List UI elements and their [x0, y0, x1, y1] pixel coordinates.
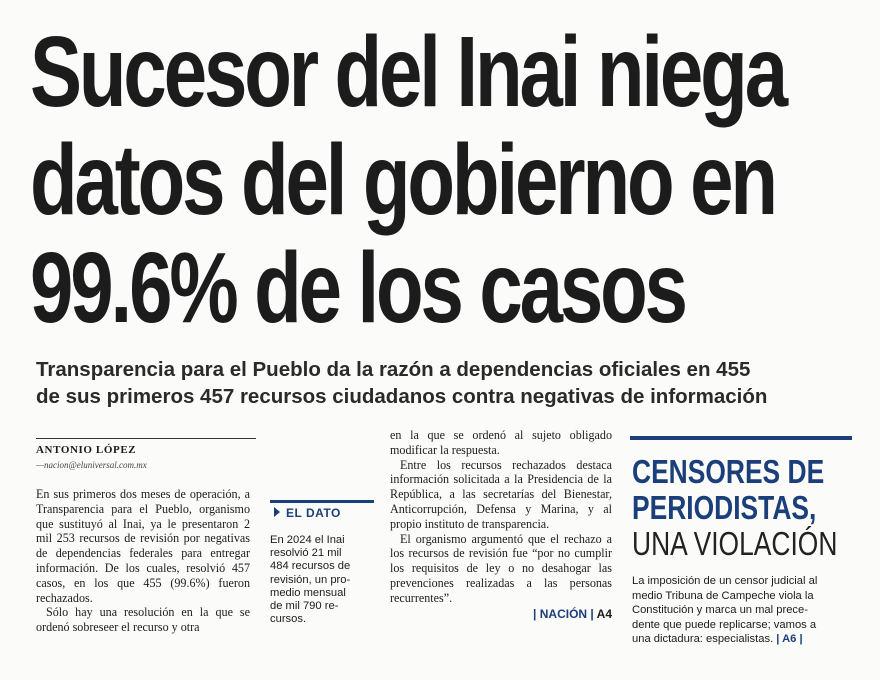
- paragraph: En sus primeros dos meses de operación, a Transparencia para el Pueblo, organismo que sustituyó al Inai, ya le presentaron 2 mil 253 recursos de revisión por negativas de dependencias federales para entregar información. De los cuales, resolvió 457 casos, en los que 455 (99.6%) fueron rechazados.: [36, 487, 250, 605]
- sidebar-line: La imposición de un censor judicial al: [632, 575, 818, 587]
- dato-line: medio mensual: [270, 586, 346, 599]
- el-dato-box: [270, 500, 374, 626]
- sidebar-line: medio Tribuna de Campeche viola la: [632, 589, 814, 602]
- headline: [30, 16, 785, 344]
- subheadline: [36, 356, 856, 410]
- headline-line: 99.6% de los casos: [30, 232, 685, 344]
- sidebar-title-line: CENSORES DE: [632, 453, 825, 490]
- dato-body: [270, 534, 374, 626]
- sidebar-teaser: [632, 574, 852, 647]
- headline-line: Sucesor del Inai niega: [30, 16, 785, 128]
- headline-line: datos del gobierno en: [30, 124, 775, 236]
- dato-line: cursos.: [270, 613, 307, 626]
- dato-title: EL DATO: [270, 503, 374, 520]
- sidebar-rule: [630, 436, 852, 440]
- article-column-2: [390, 428, 612, 621]
- paragraph: Sólo hay una resolución en la que se ordenó sobreseer el recurso y otra: [36, 605, 250, 635]
- sidebar-title-line: UNA VIOLACIÓN: [632, 525, 838, 562]
- byline: [36, 438, 256, 470]
- paragraph: El organismo argumentó que el rechazo a los recursos de revisión fue “por no cumplir los requisitos de ley o no desahogar las prevenciones realizadas a las personas recurrentes”.: [390, 531, 612, 605]
- dato-line: 484 recursos de: [270, 560, 351, 573]
- dato-line: En 2024 el Inai: [270, 534, 345, 546]
- dato-line: resolvió 21 mil: [270, 547, 342, 560]
- sidebar-page-reference[interactable]: | A6 |: [776, 633, 803, 646]
- section-reference: | NACIÓN |: [533, 606, 594, 621]
- paragraph: Entre los recursos rechazados destaca información solicitada a la Presidencia de la República, a las secretarías del Bienestar, Anticorrupción, Defensa y Marina, y al propio instituto de transparencia.: [390, 457, 612, 531]
- article-column-1: [36, 487, 250, 635]
- sidebar-line: Constitución y marca un mal prece-: [632, 604, 808, 617]
- page-number: A4: [596, 606, 612, 621]
- sidebar-line: dente que puede replicarse; vamos a: [632, 618, 817, 631]
- dato-line: de mil 790 re-: [270, 600, 339, 613]
- paragraph: en la que se ordenó al sujeto obligado modificar la respuesta.: [390, 428, 612, 457]
- author-name: ANTONIO LÓPEZ: [36, 444, 137, 456]
- sidebar-line: una dictadura: especialistas.: [632, 633, 774, 646]
- subheadline-line: Transparencia para el Pueblo da la razón a dependencias oficiales en 455: [36, 358, 751, 381]
- sidebar-title-line: PERIODISTAS,: [632, 489, 817, 526]
- page-reference[interactable]: [390, 607, 612, 622]
- author-email: —nacion@eluniversal.com.mx: [36, 460, 147, 470]
- sidebar-title: [632, 453, 838, 562]
- dato-line: revisión, un pro-: [270, 573, 351, 586]
- subheadline-line: de sus primeros 457 recursos ciudadanos contra negativas de información: [36, 385, 768, 408]
